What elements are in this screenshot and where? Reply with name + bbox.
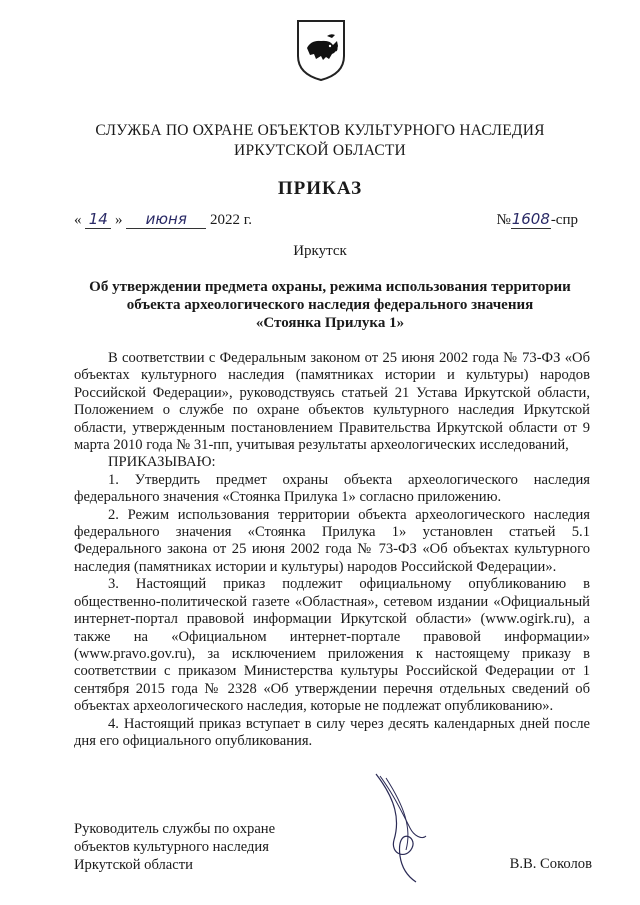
document-type-title: ПРИКАЗ	[277, 178, 363, 199]
order-item-4: 4. Настоящий приказ вступает в силу через десять календарных дней после дня его официального опубликования.	[74, 715, 590, 749]
subject-line-1: Об утверждении предмета охраны, режима использования территории	[89, 279, 571, 295]
number-handwritten: 1608	[511, 210, 550, 228]
signatory-name: В.В. Соколов	[509, 856, 592, 872]
order-body	[74, 350, 590, 750]
handwritten-signature-icon	[366, 770, 442, 886]
date-month-handwritten: июня	[126, 210, 206, 229]
date-year: 2022 г.	[210, 212, 252, 228]
document-number	[497, 210, 579, 229]
number-suffix: -спр	[550, 212, 578, 228]
date-day-handwritten: 14	[85, 210, 111, 229]
order-word: ПРИКАЗЫВАЮ:	[108, 454, 216, 471]
signatory-position-line3: Иркутской области	[74, 857, 193, 873]
order-item-1: 1. Утвердить предмет охраны объекта археологического наследия федерального значения «Стоянка Прилука 1» согласно приложению.	[74, 471, 590, 506]
order-item-3: 3. Настоящий приказ подлежит официальному опубликованию в общественно-политической газете «Областная», сетевом издании «Официальный интернет-портал правовой информации Иркутской области» (www.ogirk.ru), а также на «Официальном интернет-портале правовой информации» (www.pravo.gov.ru), за исключением приложения к настоящему приказу в соответствии с приказом Министерства культуры Российской Федерации от 1 сентября 2015 года № 2328 «Об утверждении перечня отдельных сведений об объектах археологического наследия, которые не подлежат опубликованию».	[74, 576, 590, 715]
date-close-quote: »	[115, 212, 123, 228]
subject-line-2: объекта археологического наследия федерального значения	[126, 297, 534, 313]
preamble-paragraph: В соответствии с Федеральным законом от 25 июня 2002 года № 73-ФЗ «Об объектах культурного наследия (памятниках истории и культуры) народов Российской Федерации», руководствуясь статьей 21 Устава Иркутской области, Положением о службе по охране объектов культурного наследия Иркутской области, утвержденным постановлением Правительства Иркутской области от 9 марта 2010 года № 31-пп, учитывая результаты археологических исследований,	[74, 350, 590, 454]
order-subject-heading	[70, 278, 590, 332]
document-date	[74, 210, 252, 229]
signatory-position-line1: Руководитель службы по охране	[74, 821, 276, 837]
organization-name-line1: СЛУЖБА ПО ОХРАНЕ ОБЪЕКТОВ КУЛЬТУРНОГО НАСЛЕДИЯ	[95, 122, 545, 139]
city-name: Иркутск	[293, 243, 347, 259]
irkutsk-coat-of-arms-icon	[294, 18, 348, 82]
subject-line-3: «Стоянка Прилука 1»	[255, 315, 405, 331]
signatory-position-line2: объектов культурного наследия	[74, 839, 269, 855]
date-open-quote: «	[74, 212, 82, 228]
order-item-2: 2. Режим использования территории объекта археологического наследия федерального значения «Стоянка Прилука 1» установлен статьей 5.1 Федерального закона от 25 июня 2002 года № 73-ФЗ «Об объектах культурного наследия (памятниках истории и культуры) народов Российской Федерации».	[74, 506, 590, 575]
signatory-position	[74, 820, 275, 874]
organization-name-line2: ИРКУТСКОЙ ОБЛАСТИ	[234, 142, 406, 159]
number-prefix: №	[496, 212, 511, 228]
